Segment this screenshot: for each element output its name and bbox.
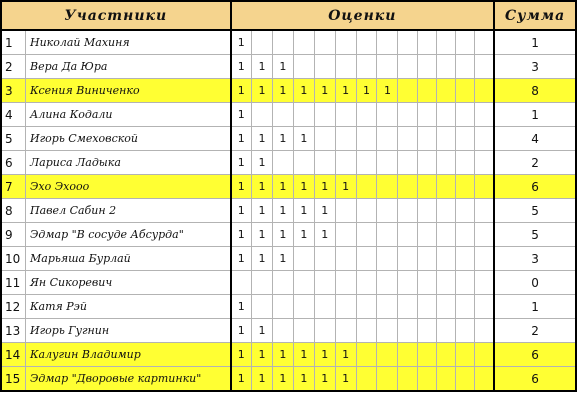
participant-name[interactable]: Ян Сикоревич [26,271,231,295]
grade-cell[interactable] [314,30,335,55]
grade-cell[interactable] [436,30,455,55]
grade-cell[interactable] [252,271,273,295]
grade-cell[interactable]: 1 [314,343,335,367]
table-row [1,295,576,319]
grade-cell[interactable] [272,319,293,343]
grade-cell[interactable] [436,367,455,392]
grade-cell[interactable] [356,295,377,319]
grade-cell[interactable] [293,103,314,127]
grade-cell[interactable] [417,199,436,223]
grade-cell[interactable]: 1 [252,247,273,271]
grade-cell[interactable] [377,103,398,127]
grade-cell[interactable] [456,367,475,392]
grade-cell[interactable] [475,55,494,79]
grade-cell[interactable] [356,151,377,175]
grade-cell[interactable] [417,30,436,55]
grade-cell[interactable] [456,223,475,247]
grade-cell[interactable] [398,79,417,103]
grade-cell[interactable]: 1 [231,55,252,79]
grade-cell[interactable] [377,367,398,392]
grade-cell[interactable]: 1 [314,367,335,392]
grade-cell[interactable] [398,30,417,55]
grade-cell[interactable] [398,367,417,392]
grade-cell[interactable]: 1 [231,199,252,223]
grade-cell[interactable] [456,30,475,55]
row-number[interactable]: 6 [1,151,26,175]
grade-cell[interactable] [293,295,314,319]
grade-cell[interactable] [398,151,417,175]
grade-cell[interactable]: 1 [231,295,252,319]
table-row [1,79,576,103]
grade-cell[interactable] [417,343,436,367]
grade-cell[interactable] [356,55,377,79]
row-number[interactable]: 4 [1,103,26,127]
grade-cell[interactable] [417,103,436,127]
row-number[interactable]: 12 [1,295,26,319]
grade-cell[interactable] [436,103,455,127]
row-number[interactable]: 7 [1,175,26,199]
grade-cell[interactable]: 1 [252,127,273,151]
grade-cell[interactable] [417,295,436,319]
grade-cell[interactable] [436,175,455,199]
grade-cell[interactable] [356,127,377,151]
grade-cell[interactable]: 1 [252,55,273,79]
grade-cell[interactable] [398,271,417,295]
grade-cell[interactable] [335,295,356,319]
grade-cell[interactable]: 1 [272,79,293,103]
sum-cell[interactable]: 0 [494,271,576,295]
table-row [1,199,576,223]
grade-cell[interactable] [475,175,494,199]
sum-cell[interactable]: 5 [494,223,576,247]
grade-cell[interactable]: 1 [293,199,314,223]
grade-cell[interactable] [335,247,356,271]
row-number[interactable]: 10 [1,247,26,271]
grade-cell[interactable] [456,151,475,175]
sum-cell[interactable]: 1 [494,295,576,319]
grade-cell[interactable]: 1 [231,175,252,199]
grade-cell[interactable] [475,199,494,223]
grade-cell[interactable] [335,30,356,55]
sum-cell[interactable]: 2 [494,319,576,343]
grade-cell[interactable]: 1 [252,79,273,103]
grade-cell[interactable] [335,103,356,127]
row-number[interactable]: 11 [1,271,26,295]
header-participants: Участники [1,1,231,30]
grade-cell[interactable] [417,223,436,247]
grade-cell[interactable] [293,30,314,55]
grade-cell[interactable]: 1 [231,79,252,103]
sum-cell[interactable]: 5 [494,199,576,223]
grade-cell[interactable] [456,319,475,343]
grade-cell[interactable] [356,247,377,271]
grade-cell[interactable] [293,247,314,271]
table-row [1,247,576,271]
table-row [1,343,576,367]
sum-cell[interactable]: 2 [494,151,576,175]
grade-cell[interactable]: 1 [231,367,252,392]
grade-cell[interactable] [456,343,475,367]
grade-cell[interactable] [356,367,377,392]
grade-cell[interactable] [417,55,436,79]
table-row [1,271,576,295]
grade-cell[interactable]: 1 [293,367,314,392]
grade-cell[interactable]: 1 [231,127,252,151]
table-row [1,30,576,55]
grade-cell[interactable] [314,55,335,79]
grade-cell[interactable] [293,319,314,343]
grade-cell[interactable]: 1 [272,175,293,199]
grade-cell[interactable]: 1 [252,151,273,175]
row-number[interactable]: 1 [1,30,26,55]
grade-cell[interactable] [456,247,475,271]
participant-name[interactable]: Алина Кодали [26,103,231,127]
sum-cell[interactable]: 1 [494,103,576,127]
grade-cell[interactable]: 1 [356,79,377,103]
row-number[interactable]: 3 [1,79,26,103]
grade-cell[interactable]: 1 [252,223,273,247]
grade-cell[interactable] [398,295,417,319]
grade-cell[interactable] [356,343,377,367]
grade-cell[interactable]: 1 [314,223,335,247]
grade-cell[interactable] [272,271,293,295]
grade-cell[interactable]: 1 [314,175,335,199]
grade-cell[interactable] [417,175,436,199]
row-number[interactable]: 13 [1,319,26,343]
grade-cell[interactable] [377,30,398,55]
grade-cell[interactable] [417,79,436,103]
grade-cell[interactable] [436,247,455,271]
grade-cell[interactable]: 1 [231,319,252,343]
grade-cell[interactable]: 1 [231,343,252,367]
grade-cell[interactable] [377,223,398,247]
grade-cell[interactable]: 1 [252,343,273,367]
grade-cell[interactable] [475,295,494,319]
participant-name[interactable]: Катя Рэй [26,295,231,319]
participant-name[interactable]: Эхо Эхооо [26,175,231,199]
grade-cell[interactable] [475,247,494,271]
grade-cell[interactable] [456,103,475,127]
row-number[interactable]: 2 [1,55,26,79]
header-sum: Сумма [494,1,576,30]
sum-cell[interactable]: 6 [494,343,576,367]
grade-cell[interactable]: 1 [231,151,252,175]
grade-cell[interactable] [475,223,494,247]
header-grades: Оценки [231,1,495,30]
grade-cell[interactable]: 1 [293,343,314,367]
grade-cell[interactable] [356,103,377,127]
grade-cell[interactable] [252,295,273,319]
grade-cell[interactable] [436,151,455,175]
header-row [1,1,576,30]
grade-cell[interactable] [475,103,494,127]
grade-cell[interactable] [417,271,436,295]
grade-cell[interactable] [456,127,475,151]
sum-cell[interactable]: 6 [494,175,576,199]
grade-cell[interactable] [475,30,494,55]
table-row [1,127,576,151]
grade-cell[interactable]: 1 [272,199,293,223]
grade-cell[interactable] [356,223,377,247]
grade-cell[interactable] [377,175,398,199]
grade-cell[interactable] [231,271,252,295]
grade-cell[interactable] [252,103,273,127]
grade-cell[interactable] [272,151,293,175]
grade-cell[interactable] [436,295,455,319]
grade-cell[interactable]: 1 [314,79,335,103]
grade-cell[interactable] [335,151,356,175]
grade-cell[interactable] [377,271,398,295]
grade-cell[interactable] [377,127,398,151]
sum-cell[interactable]: 3 [494,55,576,79]
grade-cell[interactable]: 1 [231,247,252,271]
grade-cell[interactable]: 1 [335,343,356,367]
grade-cell[interactable] [272,30,293,55]
grade-cell[interactable] [417,319,436,343]
grade-cell[interactable] [398,223,417,247]
participant-name[interactable]: Николай Махиня [26,30,231,55]
participant-name[interactable]: Ксения Виниченко [26,79,231,103]
grade-cell[interactable] [398,127,417,151]
sum-cell[interactable]: 3 [494,247,576,271]
grade-cell[interactable] [436,319,455,343]
row-number[interactable]: 14 [1,343,26,367]
grade-cell[interactable]: 1 [272,367,293,392]
row-number[interactable]: 5 [1,127,26,151]
grade-cell[interactable] [436,343,455,367]
grade-cell[interactable] [377,247,398,271]
grade-cell[interactable] [398,55,417,79]
grade-cell[interactable] [272,103,293,127]
participant-name[interactable]: Игорь Гугнин [26,319,231,343]
grade-cell[interactable] [356,199,377,223]
table-row [1,103,576,127]
grade-cell[interactable] [314,127,335,151]
sum-cell[interactable]: 4 [494,127,576,151]
grade-cell[interactable] [475,271,494,295]
grade-cell[interactable] [377,151,398,175]
grade-cell[interactable] [356,175,377,199]
grade-cell[interactable] [314,271,335,295]
grade-cell[interactable] [475,367,494,392]
grade-cell[interactable]: 1 [293,223,314,247]
grade-cell[interactable] [417,127,436,151]
grade-cell[interactable] [475,127,494,151]
grade-cell[interactable] [335,271,356,295]
grade-cell[interactable] [293,55,314,79]
grade-cell[interactable] [398,175,417,199]
grade-cell[interactable] [314,103,335,127]
grade-cell[interactable]: 1 [377,79,398,103]
grade-cell[interactable] [293,271,314,295]
participant-name[interactable]: Вера Да Юра [26,55,231,79]
grade-cell[interactable] [335,55,356,79]
grade-cell[interactable] [377,199,398,223]
grade-cell[interactable] [456,271,475,295]
table-row [1,319,576,343]
grade-cell[interactable] [398,319,417,343]
grade-cell[interactable]: 1 [272,55,293,79]
grade-cell[interactable] [398,103,417,127]
grade-cell[interactable] [377,343,398,367]
grade-cell[interactable] [335,127,356,151]
table-row [1,151,576,175]
grade-cell[interactable] [314,247,335,271]
grade-cell[interactable]: 1 [252,319,273,343]
grade-cell[interactable]: 1 [231,30,252,55]
grade-cell[interactable] [456,175,475,199]
participant-name[interactable]: Лариса Ладыка [26,151,231,175]
grade-cell[interactable]: 1 [272,247,293,271]
grade-cell[interactable]: 1 [272,127,293,151]
grade-cell[interactable] [314,319,335,343]
table-row [1,55,576,79]
grade-cell[interactable] [377,295,398,319]
grade-cell[interactable] [417,151,436,175]
grade-cell[interactable] [436,79,455,103]
grade-cell[interactable] [456,199,475,223]
grade-cell[interactable] [377,319,398,343]
grade-cell[interactable] [293,151,314,175]
table-row [1,223,576,247]
grade-cell[interactable]: 1 [272,343,293,367]
grade-cell[interactable]: 1 [252,367,273,392]
grade-cell[interactable] [456,79,475,103]
participant-name[interactable]: Эдмар "В сосуде Абсурда" [26,223,231,247]
grade-cell[interactable] [272,295,293,319]
grade-cell[interactable]: 1 [252,199,273,223]
grade-cell[interactable] [475,319,494,343]
grade-cell[interactable] [356,30,377,55]
grade-cell[interactable]: 1 [293,127,314,151]
row-number[interactable]: 9 [1,223,26,247]
grade-cell[interactable] [417,247,436,271]
grade-cell[interactable] [314,151,335,175]
grade-cell[interactable]: 1 [252,175,273,199]
grade-cell[interactable] [335,319,356,343]
grade-cell[interactable] [436,223,455,247]
grade-cell[interactable] [335,223,356,247]
sum-cell[interactable]: 6 [494,367,576,392]
grade-cell[interactable] [456,55,475,79]
participant-name[interactable]: Эдмар "Дворовые картинки" [26,367,231,392]
grade-cell[interactable] [398,343,417,367]
grade-cell[interactable]: 1 [231,103,252,127]
table-row [1,175,576,199]
grade-cell[interactable] [314,295,335,319]
grade-cell[interactable]: 1 [314,199,335,223]
grade-cell[interactable] [398,247,417,271]
grade-cell[interactable] [475,79,494,103]
row-number[interactable]: 15 [1,367,26,392]
grade-cell[interactable]: 1 [293,175,314,199]
grade-cell[interactable] [356,319,377,343]
grade-cell[interactable] [335,199,356,223]
grade-cell[interactable] [436,199,455,223]
participant-name[interactable]: Игорь Смеховской [26,127,231,151]
grade-cell[interactable]: 1 [293,79,314,103]
grade-cell[interactable] [456,295,475,319]
grade-cell[interactable]: 1 [272,223,293,247]
grade-cell[interactable] [436,271,455,295]
table-body [1,30,576,391]
grade-cell[interactable]: 1 [335,367,356,392]
grade-cell[interactable] [436,127,455,151]
row-number[interactable]: 8 [1,199,26,223]
grade-cell[interactable]: 1 [335,79,356,103]
sum-cell[interactable]: 8 [494,79,576,103]
table-row [1,367,576,392]
grade-cell[interactable] [475,343,494,367]
grade-cell[interactable] [436,55,455,79]
grade-cell[interactable] [398,199,417,223]
grade-cell[interactable] [356,271,377,295]
participant-name[interactable]: Павел Сабин 2 [26,199,231,223]
sum-cell[interactable]: 1 [494,30,576,55]
grade-cell[interactable] [377,55,398,79]
grade-cell[interactable]: 1 [231,223,252,247]
participant-name[interactable]: Калугин Владимир [26,343,231,367]
grade-cell[interactable]: 1 [335,175,356,199]
participant-name[interactable]: Марьяша Бурлай [26,247,231,271]
grade-cell[interactable] [252,30,273,55]
grade-cell[interactable] [417,367,436,392]
grade-cell[interactable] [475,151,494,175]
